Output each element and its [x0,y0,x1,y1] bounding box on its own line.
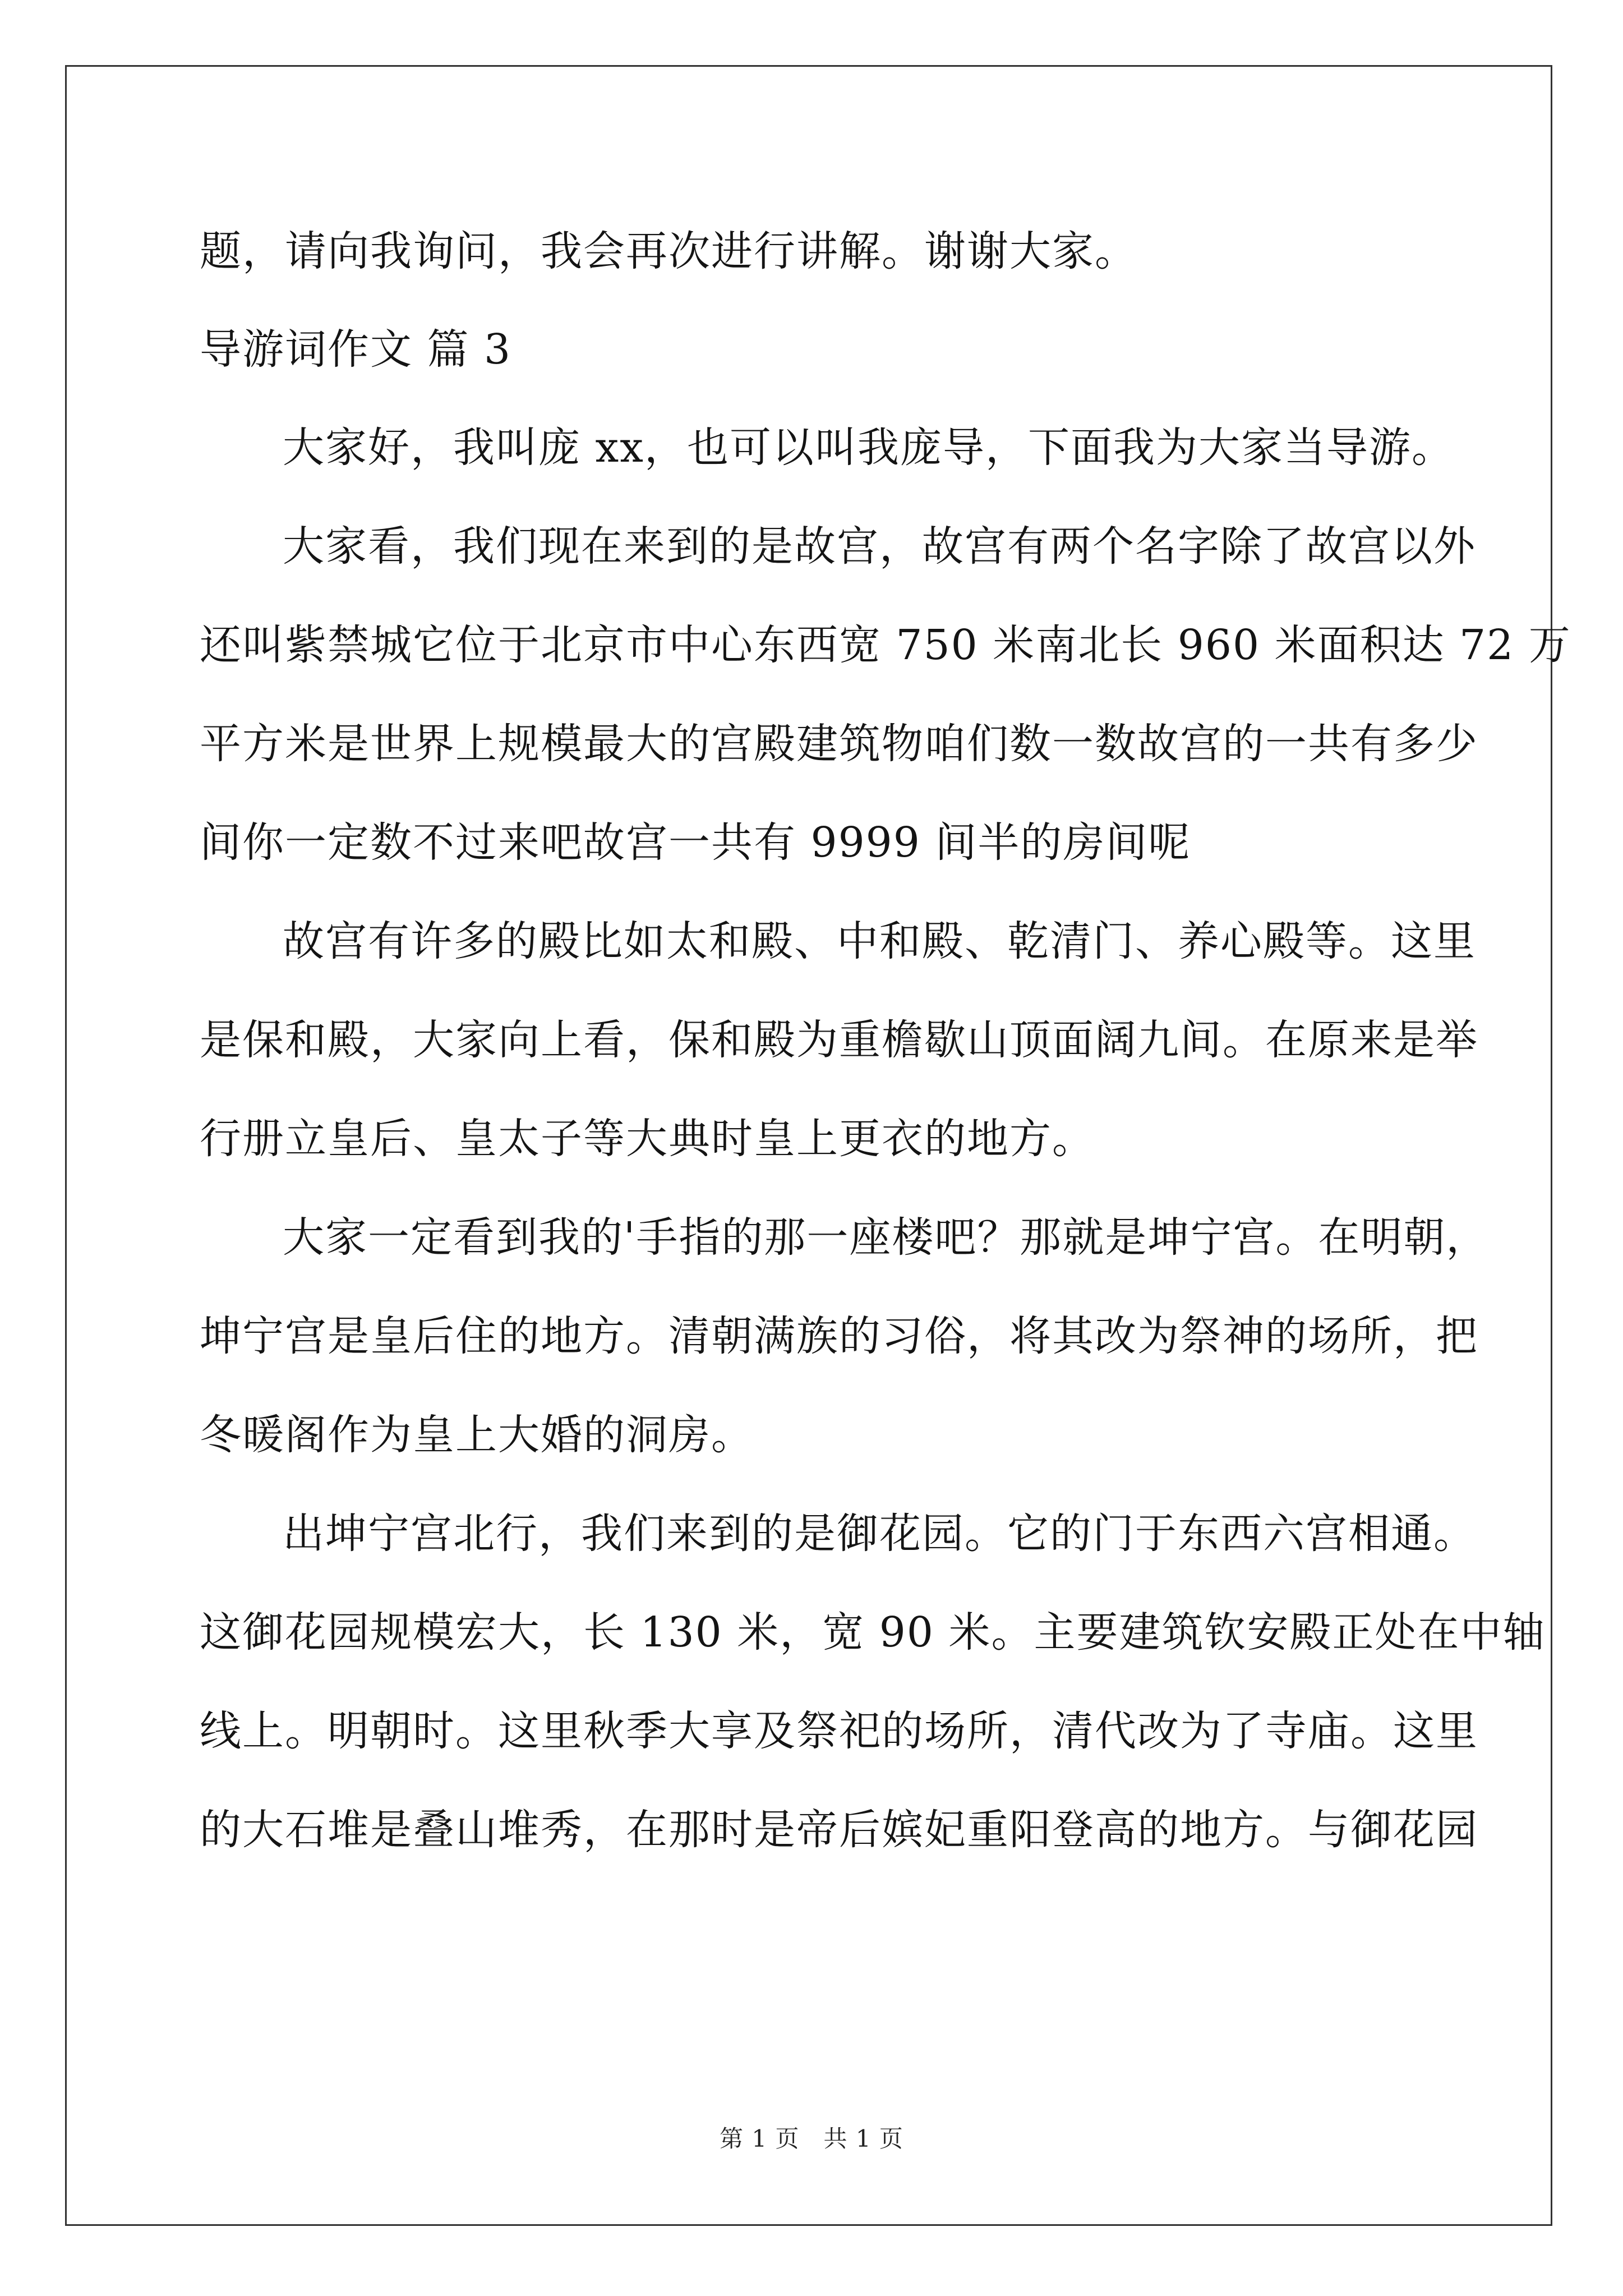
section-heading: 导游词作文 篇 3 [200,325,512,374]
text-line: 平方米是世界上规模最大的宫殿建筑物咱们数一数故宫的一共有多少 [200,720,1478,768]
text-line: 这御花园规模宏大，长 130 米，宽 90 米。主要建筑钦安殿正处在中轴 [200,1608,1546,1657]
text-line: 间你一定数不过来吧故宫一共有 9999 间半的房间呢 [200,818,1191,867]
paragraph-line: 大家好，我叫庞 xx，也可以叫我庞导，下面我为大家当导游。 [283,424,1454,472]
text-line: 是保和殿，大家向上看，保和殿为重檐歇山顶面阔九间。在原来是举 [200,1016,1478,1064]
text-line: 的大石堆是叠山堆秀，在那时是帝后嫔妃重阳登高的地方。与御花园 [200,1806,1478,1854]
text-line: 还叫紫禁城它位于北京市中心东西宽 750 米南北长 960 米面积达 72 万 [200,621,1571,669]
paragraph-line: 故宫有许多的殿比如太和殿、中和殿、乾清门、养心殿等。这里 [283,917,1476,965]
paragraph-line: 大家看，我们现在来到的是故宫，故宫有两个名字除了故宫以外 [283,522,1476,570]
paragraph-line: 出坤宁宫北行，我们来到的是御花园。它的门于东西六宫相通。 [283,1510,1476,1558]
text-line: 题，请向我询问，我会再次进行讲解。谢谢大家。 [200,227,1137,275]
document-body [200,202,1571,1879]
text-line: 线上。明朝时。这里秋季大享及祭祀的场所，清代改为了寺庙。这里 [200,1707,1478,1755]
text-line: 冬暖阁作为皇上大婚的洞房。 [200,1411,754,1459]
text-line: 坤宁宫是皇后住的地方。清朝满族的习俗，将其改为祭神的场所，把 [200,1312,1478,1360]
text-line: 行册立皇后、皇太子等大典时皇上更衣的地方。 [200,1115,1095,1163]
paragraph-line: 大家一定看到我的'手指的那一座楼吧？那就是坤宁宫。在明朝， [283,1213,1489,1262]
page-number-footer: 第 1 页 共 1 页 [720,2125,903,2152]
